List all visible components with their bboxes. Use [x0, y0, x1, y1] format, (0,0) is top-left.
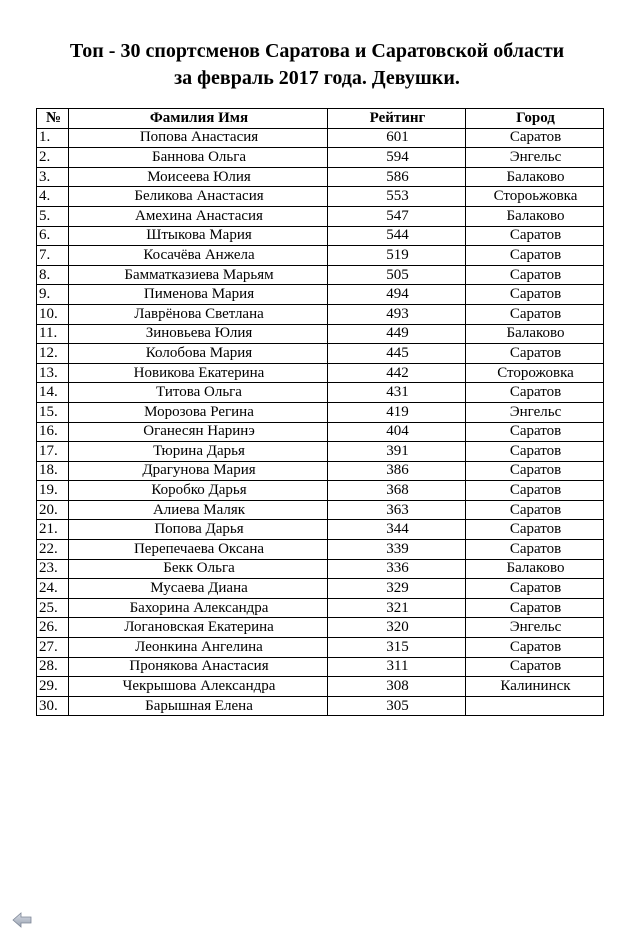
back-arrow-icon[interactable] [12, 912, 32, 928]
cell-name: Попова Анастасия [69, 128, 328, 148]
cell-rating: 505 [328, 265, 466, 285]
cell-city: Энгельс [466, 148, 604, 168]
cell-name: Бахорина Александра [69, 598, 328, 618]
cell-rating: 494 [328, 285, 466, 305]
table-row [37, 422, 604, 442]
cell-city: Саратов [466, 226, 604, 246]
table-row [37, 520, 604, 540]
cell-rating: 519 [328, 246, 466, 266]
cell-rating: 321 [328, 598, 466, 618]
cell-city: Саратов [466, 422, 604, 442]
cell-number: 3. [37, 167, 69, 187]
cell-number: 8. [37, 265, 69, 285]
rating-table [36, 108, 604, 716]
table-row [37, 402, 604, 422]
cell-rating: 594 [328, 148, 466, 168]
cell-city: Саратов [466, 265, 604, 285]
cell-number: 9. [37, 285, 69, 305]
table-row [37, 461, 604, 481]
cell-name: Тюрина Дарья [69, 442, 328, 462]
table-row [37, 540, 604, 560]
cell-number: 14. [37, 383, 69, 403]
cell-name: Мусаева Диана [69, 579, 328, 599]
cell-city: Саратов [466, 246, 604, 266]
cell-rating: 419 [328, 402, 466, 422]
cell-number: 25. [37, 598, 69, 618]
cell-city: Саратов [466, 657, 604, 677]
cell-city: Саратов [466, 520, 604, 540]
cell-rating: 339 [328, 540, 466, 560]
cell-city: Саратов [466, 500, 604, 520]
table-row [37, 167, 604, 187]
cell-number: 6. [37, 226, 69, 246]
cell-number: 12. [37, 344, 69, 364]
cell-number: 27. [37, 638, 69, 658]
table-row [37, 442, 604, 462]
cell-rating: 391 [328, 442, 466, 462]
header-name: Фамилия Имя [69, 109, 328, 129]
cell-name: Зиновьева Юлия [69, 324, 328, 344]
cell-number: 26. [37, 618, 69, 638]
header-rating: Рейтинг [328, 109, 466, 129]
cell-rating: 329 [328, 579, 466, 599]
table-row [37, 677, 604, 697]
cell-number: 7. [37, 246, 69, 266]
cell-name: Чекрышова Александра [69, 677, 328, 697]
cell-city: Саратов [466, 383, 604, 403]
table-row [37, 285, 604, 305]
table-row [37, 383, 604, 403]
table-row [37, 598, 604, 618]
cell-city: Саратов [466, 442, 604, 462]
cell-city: Саратов [466, 285, 604, 305]
cell-rating: 311 [328, 657, 466, 677]
cell-city: Саратов [466, 304, 604, 324]
cell-name: Коробко Дарья [69, 481, 328, 501]
cell-name: Титова Ольга [69, 383, 328, 403]
cell-number: 16. [37, 422, 69, 442]
cell-number: 2. [37, 148, 69, 168]
cell-number: 20. [37, 500, 69, 520]
cell-rating: 386 [328, 461, 466, 481]
table-row [37, 128, 604, 148]
cell-number: 17. [37, 442, 69, 462]
cell-name: Беликова Анастасия [69, 187, 328, 207]
cell-number: 15. [37, 402, 69, 422]
cell-rating: 547 [328, 206, 466, 226]
cell-number: 13. [37, 363, 69, 383]
cell-city: Энгельс [466, 402, 604, 422]
cell-name: Пронякова Анастасия [69, 657, 328, 677]
cell-rating: 544 [328, 226, 466, 246]
cell-name: Штыкова Мария [69, 226, 328, 246]
table-row [37, 265, 604, 285]
cell-city: Балаково [466, 324, 604, 344]
table-row [37, 559, 604, 579]
table-row [37, 246, 604, 266]
page-title [0, 38, 634, 92]
cell-number: 5. [37, 206, 69, 226]
cell-city: Саратов [466, 638, 604, 658]
cell-number: 10. [37, 304, 69, 324]
cell-number: 18. [37, 461, 69, 481]
table-header-row [37, 109, 604, 129]
cell-city: Балаково [466, 206, 604, 226]
cell-name: Алиева Маляк [69, 500, 328, 520]
cell-city: Сторожовка [466, 363, 604, 383]
table-row [37, 324, 604, 344]
cell-name: Баннова Ольга [69, 148, 328, 168]
cell-number: 24. [37, 579, 69, 599]
cell-city: Саратов [466, 481, 604, 501]
cell-name: Колобова Мария [69, 344, 328, 364]
header-city: Город [466, 109, 604, 129]
table-row [37, 148, 604, 168]
cell-number: 22. [37, 540, 69, 560]
cell-name: Попова Дарья [69, 520, 328, 540]
table-row [37, 187, 604, 207]
cell-name: Моисеева Юлия [69, 167, 328, 187]
cell-name: Барышная Елена [69, 696, 328, 716]
cell-rating: 449 [328, 324, 466, 344]
table-row [37, 638, 604, 658]
cell-rating: 320 [328, 618, 466, 638]
cell-name: Лаврёнова Светлана [69, 304, 328, 324]
cell-number: 21. [37, 520, 69, 540]
cell-city: Стороьжовка [466, 187, 604, 207]
cell-rating: 442 [328, 363, 466, 383]
cell-number: 11. [37, 324, 69, 344]
cell-name: Логановская Екатерина [69, 618, 328, 638]
cell-rating: 431 [328, 383, 466, 403]
cell-rating: 368 [328, 481, 466, 501]
cell-number: 29. [37, 677, 69, 697]
cell-rating: 493 [328, 304, 466, 324]
cell-rating: 308 [328, 677, 466, 697]
cell-city: Энгельс [466, 618, 604, 638]
table-row [37, 579, 604, 599]
cell-number: 23. [37, 559, 69, 579]
table-row [37, 500, 604, 520]
cell-number: 1. [37, 128, 69, 148]
table-row [37, 304, 604, 324]
cell-city: Саратов [466, 344, 604, 364]
cell-name: Бекк Ольга [69, 559, 328, 579]
table-row [37, 344, 604, 364]
cell-name: Амехина Анастасия [69, 206, 328, 226]
cell-city: Саратов [466, 461, 604, 481]
cell-number: 30. [37, 696, 69, 716]
cell-name: Перепечаева Оксана [69, 540, 328, 560]
cell-name: Бамматказиева Марьям [69, 265, 328, 285]
cell-city: Балаково [466, 167, 604, 187]
table-row [37, 618, 604, 638]
cell-number: 4. [37, 187, 69, 207]
cell-city: Балаково [466, 559, 604, 579]
cell-name: Пименова Мария [69, 285, 328, 305]
cell-rating: 315 [328, 638, 466, 658]
cell-name: Леонкина Ангелина [69, 638, 328, 658]
cell-city [466, 696, 604, 716]
cell-city: Саратов [466, 579, 604, 599]
cell-name: Новикова Екатерина [69, 363, 328, 383]
page-title-line-1: Топ - 30 спортсменов Саратова и Саратовской области [69, 40, 565, 62]
cell-rating: 305 [328, 696, 466, 716]
header-number: № [37, 109, 69, 129]
cell-name: Морозова Регина [69, 402, 328, 422]
cell-city: Калининск [466, 677, 604, 697]
cell-number: 19. [37, 481, 69, 501]
cell-rating: 601 [328, 128, 466, 148]
cell-rating: 336 [328, 559, 466, 579]
cell-rating: 404 [328, 422, 466, 442]
cell-city: Саратов [466, 540, 604, 560]
cell-rating: 586 [328, 167, 466, 187]
table-row [37, 226, 604, 246]
cell-name: Драгунова Мария [69, 461, 328, 481]
table-body [37, 128, 604, 716]
cell-name: Косачёва Анжела [69, 246, 328, 266]
page-title-line-2: за февраль 2017 года. Девушки. [174, 67, 460, 89]
table-row [37, 206, 604, 226]
table-row [37, 363, 604, 383]
cell-rating: 363 [328, 500, 466, 520]
cell-name: Оганесян Наринэ [69, 422, 328, 442]
table-row [37, 696, 604, 716]
table-row [37, 481, 604, 501]
cell-number: 28. [37, 657, 69, 677]
cell-city: Саратов [466, 598, 604, 618]
cell-rating: 553 [328, 187, 466, 207]
cell-city: Саратов [466, 128, 604, 148]
cell-rating: 344 [328, 520, 466, 540]
table-row [37, 657, 604, 677]
cell-rating: 445 [328, 344, 466, 364]
